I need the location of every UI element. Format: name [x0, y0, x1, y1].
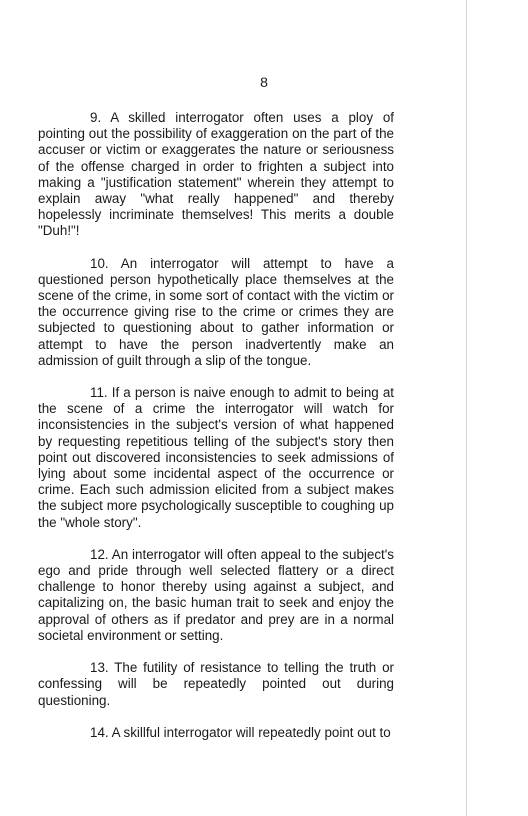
scan-edge-line	[466, 0, 467, 816]
body-text	[38, 110, 394, 741]
paragraph-14: 14. A skillful interrogator will repeatedly point out to	[90, 724, 391, 740]
paragraph-11: 11. If a person is naive enough to admit to being at the scene of a crime the interrogator will watch for inconsistencies in the subject's version of what happened by requesting repetitious telling of the subject's story then point out discovered inconsistencies to seek admissions of lying about some incidental aspect of the occurrence or crime. Each such admission elicited from a subject makes the subject more psychologically susceptible to coughing up the "whole story".	[38, 385, 394, 530]
paragraph-9: 9. A skilled interrogator often uses a ploy of pointing out the possibility of exaggeration on the part of the accuser or victim or exaggerates the nature or seriousness of the offense charged in order to frighten a subject into making a "justification statement" wherein they attempt to explain away "what really happened" and thereby hopelessly incriminate themselves! This merits a double "Duh!"!	[38, 110, 394, 239]
paragraph-12: 12. An interrogator will often appeal to the subject's ego and pride through well selected flattery or a direct challenge to honor thereby using against a subject, and capitalizing on, the basic human trait to seek and enjoy the approval of others as if predator and prey are in a normal societal environment or setting.	[38, 546, 394, 643]
page-number: 8	[260, 74, 268, 90]
paragraph-10: 10. An interrogator will attempt to have a questioned person hypothetically place themselves at the scene of the crime, in some sort of contact with the victim or the occurrence giving rise to the crime or crimes they are subjected to questioning about to gather information or attempt to have the person inadvertently make an admission of guilt through a slip of the tongue.	[38, 255, 394, 368]
paragraph-13: 13. The futility of resistance to telling the truth or confessing will be repeatedly pointed out during questioning.	[38, 660, 394, 708]
